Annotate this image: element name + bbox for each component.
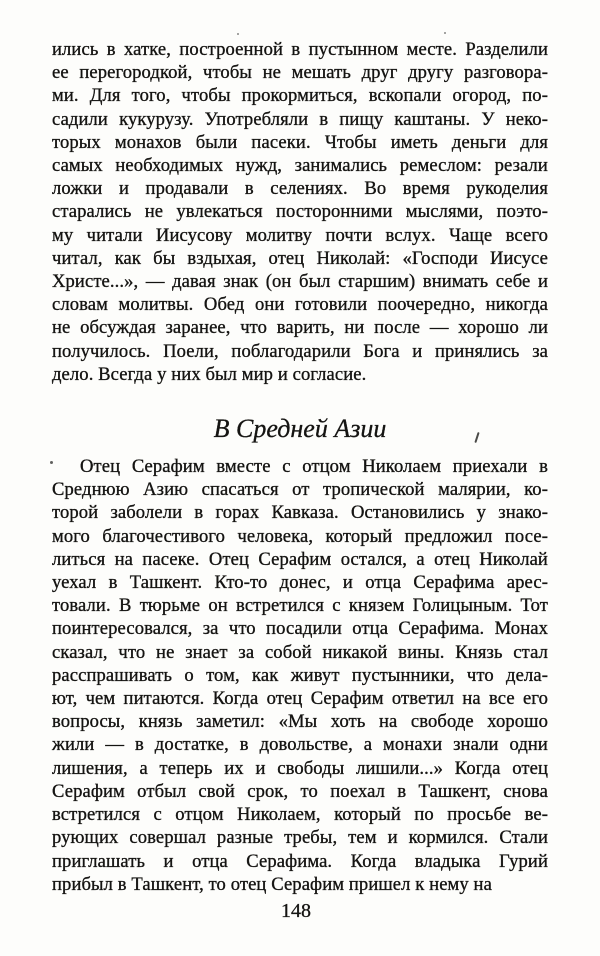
text-line: му читали Иисусову молитву почти вслух. Чаще всего — [52, 224, 548, 246]
text-line: расспрашивать о том, как живут пустынники, что дела- — [52, 664, 548, 686]
text-line: торых монахов были пасеки. Чтобы иметь деньги для — [52, 131, 548, 153]
text-line: Среднюю Азию спасаться от тропической малярии, ко- — [52, 479, 548, 501]
text-line: торой заболели в горах Кавказа. Остановились у знако- — [52, 502, 548, 524]
paragraph-continuation — [52, 38, 548, 386]
text-line: Отец Серафим вместе с отцом Николаем приехали в — [80, 456, 548, 478]
text-line: читал, как бы вздыхая, отец Николай: «Господи Иисусе — [52, 247, 548, 269]
paragraph-central-asia — [52, 455, 548, 896]
text-line: приглашать и отца Серафима. Когда владыка Гурий — [52, 850, 548, 872]
text-line: рующих совершал разные требы, тем и кормился. Стали — [52, 827, 548, 849]
text-line: товали. В тюрьме он встретился с князем Голицыным. Тот — [52, 595, 548, 617]
page-number: 148 — [281, 900, 311, 922]
text-line: вопросы, князь заметил: «Мы хоть на свободе хорошо — [52, 711, 548, 733]
text-line: словам молитвы. Обед они готовили поочередно, никогда — [52, 294, 548, 316]
text-line: прибыл в Ташкент, то отец Серафим пришел к нему на — [52, 873, 492, 895]
text-line: садили кукурузу. Употребляли в пищу каштаны. У неко- — [52, 108, 548, 130]
text-line: самых необходимых нужд, занимались ремеслом: резали — [52, 155, 548, 177]
text-line: ложки и продавали в селениях. Во время рукоделия — [52, 178, 548, 200]
text-line: сказал, что не знает за собой никакой вины. Князь стал — [52, 641, 548, 663]
text-line: жили — в достатке, в довольстве, а монахи знали одни — [52, 734, 548, 756]
text-line: ми. Для того, чтобы прокормиться, вскопали огород, по- — [52, 85, 548, 107]
text-line: мого благочестивого человека, который предложил посе- — [52, 525, 548, 547]
scan-speck — [237, 33, 239, 35]
text-line: старались не увлекаться посторонними мыслями, поэто- — [52, 201, 548, 223]
text-block — [52, 38, 548, 896]
scan-speck — [444, 32, 446, 34]
text-line: встретился с отцом Николаем, который по просьбе ве- — [52, 804, 548, 826]
text-line: дело. Всегда у них был мир и согласие. — [52, 363, 367, 385]
section-heading: В Средней Азии — [213, 414, 387, 444]
scan-speck — [50, 461, 53, 464]
text-line: лишения, а теперь их и свободы лишили...» Когда отец — [52, 757, 548, 779]
text-line: литься на пасеке. Отец Серафим остался, а отец Николай — [52, 548, 548, 570]
text-line: поинтересовался, за что посадили отца Серафима. Монах — [52, 618, 548, 640]
text-line: получилось. Поели, поблагодарили Бога и принялись за — [52, 340, 548, 362]
text-line: уехал в Ташкент. Кто-то донес, и отца Серафима арес- — [52, 572, 548, 594]
text-line: не обсуждая заранее, что варить, ни после — хорошо ли — [52, 317, 548, 339]
text-line: ее перегородкой, чтобы не мешать друг другу разговора- — [52, 62, 548, 84]
text-line: Христе...», — давая знак (он был старшим) внимать себе и — [52, 271, 548, 293]
text-line: ились в хатке, построенной в пустынном месте. Разделили — [52, 39, 548, 60]
text-line: Серафим отбыл свой срок, то поехал в Ташкент, снова — [52, 780, 548, 802]
text-line: ют, чем питаются. Когда отец Серафим ответил на все его — [52, 688, 548, 710]
